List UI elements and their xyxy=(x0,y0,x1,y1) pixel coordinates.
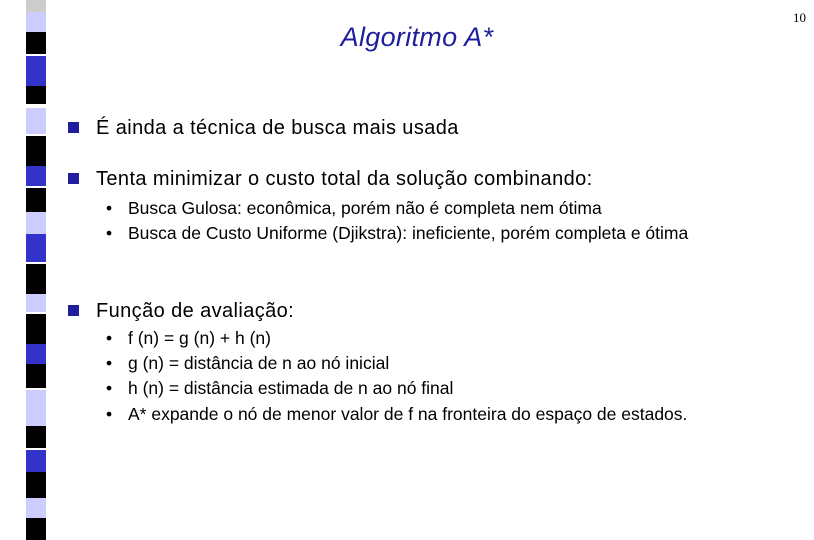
strip-block xyxy=(26,294,46,312)
strip-block xyxy=(26,86,46,104)
sub-bullet-text: Busca de Custo Uniforme (Djikstra): ineficiente, porém completa e ótima xyxy=(128,223,689,243)
dot-bullet-icon: • xyxy=(106,328,113,348)
sub-bullet-text: h (n) = distância estimada de n ao nó final xyxy=(128,378,454,398)
slide-title: Algoritmo A* xyxy=(340,22,494,52)
strip-block xyxy=(26,450,46,472)
strip-block xyxy=(26,498,46,518)
strip-block xyxy=(26,364,46,388)
strip-block xyxy=(26,166,46,186)
strip-block xyxy=(26,212,46,234)
sub-bullet-text: A* expande o nó de menor valor de f na fronteira do espaço de estados. xyxy=(128,404,688,424)
strip-block xyxy=(26,108,46,134)
strip-block xyxy=(26,56,46,86)
strip-block xyxy=(26,188,46,212)
strip-block xyxy=(26,234,46,262)
strip-block xyxy=(26,314,46,344)
strip-block xyxy=(26,344,46,364)
square-bullet-icon xyxy=(68,305,79,316)
sub-bullet-text: Busca Gulosa: econômica, porém não é completa nem ótima xyxy=(128,198,602,218)
decorative-side-strip xyxy=(26,0,46,540)
bullet-text: Função de avaliação: xyxy=(96,300,295,322)
dot-bullet-icon: • xyxy=(106,378,113,398)
strip-block xyxy=(26,390,46,426)
dot-bullet-icon: • xyxy=(106,353,113,373)
bullet-text: Tenta minimizar o custo total da solução combinando: xyxy=(96,168,593,190)
page-number: 10 xyxy=(793,10,806,25)
strip-block xyxy=(26,472,46,498)
strip-block xyxy=(26,0,46,12)
strip-block xyxy=(26,136,46,166)
square-bullet-icon xyxy=(68,173,79,184)
strip-block xyxy=(26,426,46,448)
strip-block xyxy=(26,518,46,540)
dot-bullet-icon: • xyxy=(106,223,113,243)
bullet-text: É ainda a técnica de busca mais usada xyxy=(96,117,459,139)
dot-bullet-icon: • xyxy=(106,404,113,424)
dot-bullet-icon: • xyxy=(106,198,113,218)
strip-block xyxy=(26,264,46,294)
square-bullet-icon xyxy=(68,122,79,133)
sub-bullet-text: f (n) = g (n) + h (n) xyxy=(128,328,271,348)
sub-bullet-text: g (n) = distância de n ao nó inicial xyxy=(128,353,390,373)
